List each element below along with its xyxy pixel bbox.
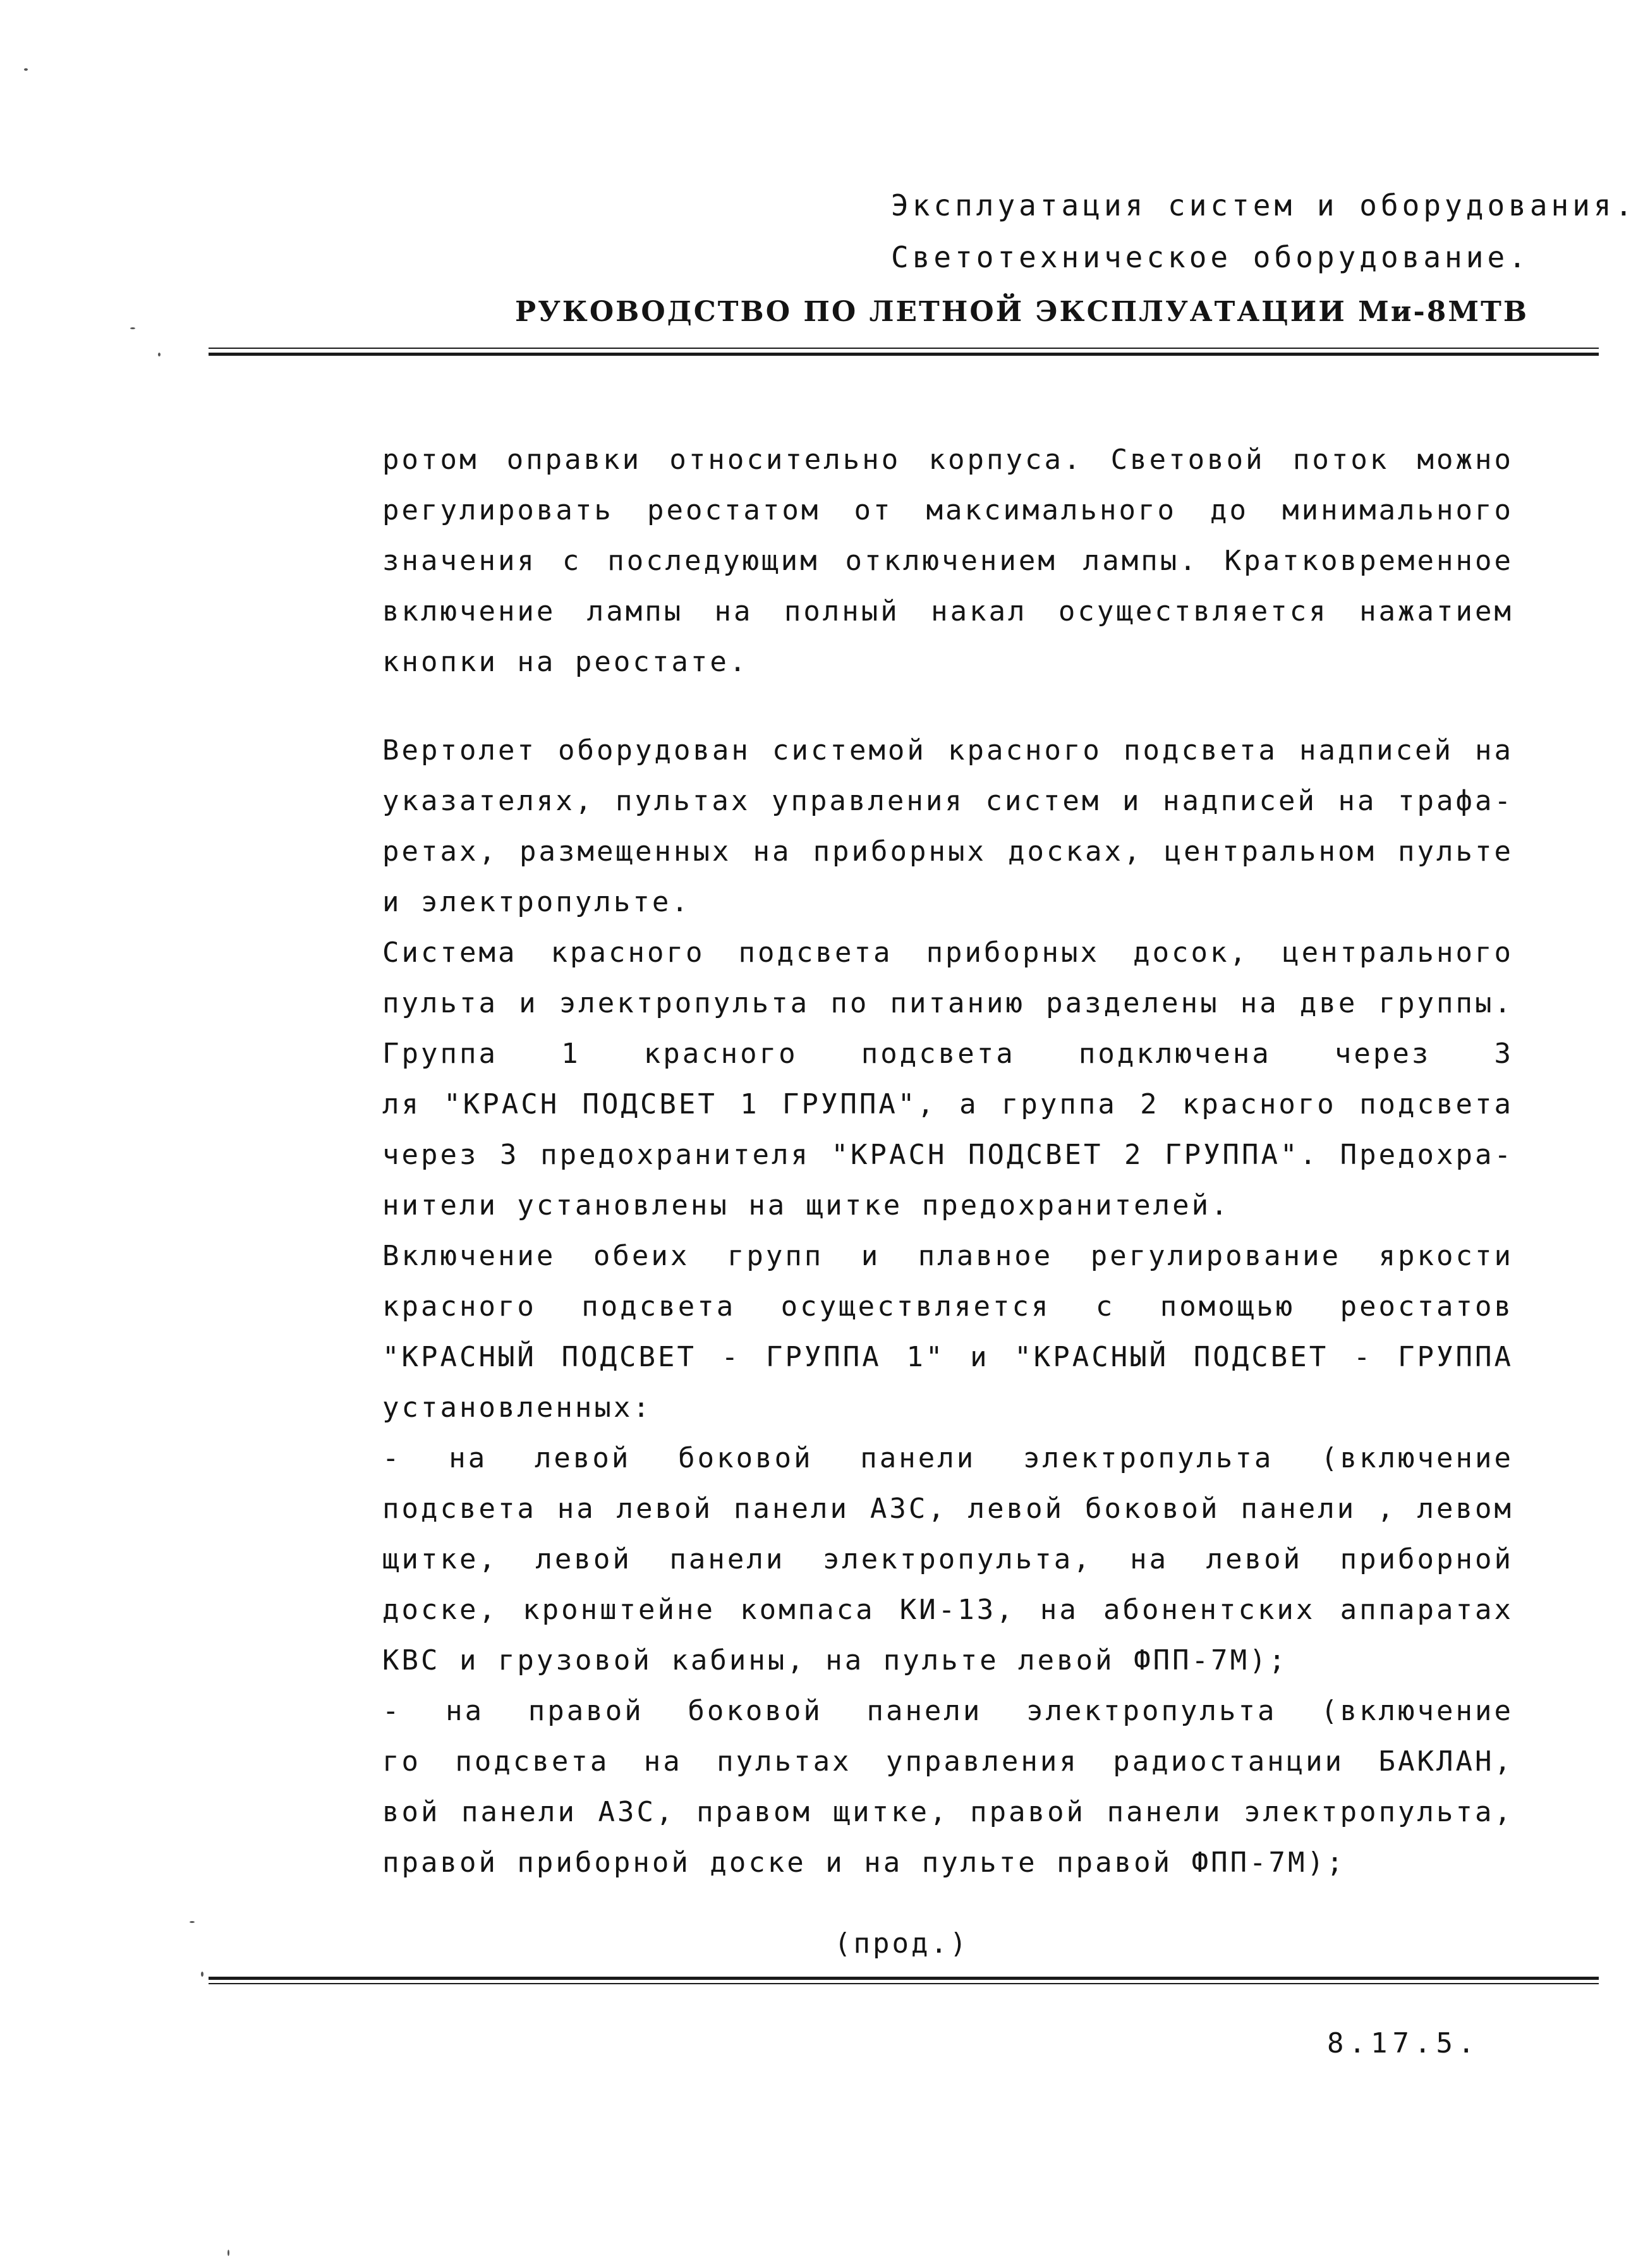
paragraph-power-groups bbox=[382, 928, 1513, 1231]
text-line: указателях, пультах управления систем и надписей на трафа- bbox=[382, 785, 1513, 817]
text-line: красного подсвета осуществляется с помощью реостатов bbox=[382, 1290, 1513, 1323]
text-line: - на левой боковой панели электропульта (включение bbox=[382, 1442, 1513, 1474]
header-subsection-title: Светотехническое оборудование. bbox=[891, 240, 1530, 274]
text-line: Включение обеих групп и плавное регулирование яркости bbox=[382, 1240, 1513, 1272]
scan-speck bbox=[190, 1921, 195, 1923]
text-line: ля "КРАСН ПОДСВЕТ 1 ГРУППА", а группа 2 красного подсвета bbox=[382, 1088, 1513, 1120]
text-line: Система красного подсвета приборных досок, центрального bbox=[382, 937, 1513, 969]
scan-speck bbox=[24, 68, 28, 71]
list-item-left-panel bbox=[382, 1433, 1513, 1686]
body-text bbox=[382, 435, 1513, 1888]
text-line: щитке, левой панели электропульта, на левой приборной bbox=[382, 1543, 1513, 1575]
text-line: Группа 1 красного подсвета подключена через 3 bbox=[382, 1038, 1513, 1070]
text-line: ротом оправки относительно корпуса. Световой поток можно bbox=[382, 444, 1513, 476]
text-line: го подсвета на пультах управления радиостанции БАКЛАН, bbox=[382, 1745, 1513, 1778]
text-line: доске, кронштейне компаса КИ-13, на абонентских аппаратах bbox=[382, 1594, 1513, 1626]
text-line: вой панели АЗС, правом щитке, правой панели электропульта, bbox=[382, 1796, 1513, 1828]
list-item-right-panel bbox=[382, 1686, 1513, 1888]
page-number: 8.17.5. bbox=[1327, 2027, 1480, 2059]
text-line: КВС и грузовой кабины, на пульте левой ФПП-7М); bbox=[382, 1644, 1288, 1677]
text-line: пульта и электропульта по питанию разделены на две группы. bbox=[382, 987, 1513, 1019]
text-line: подсвета на левой панели АЗС, левой боковой панели , левом bbox=[382, 1493, 1513, 1525]
text-line: включение лампы на полный накал осуществляется нажатием bbox=[382, 595, 1513, 628]
text-line: нители установлены на щитке предохранителей. bbox=[382, 1189, 1230, 1222]
paragraph-rheostats bbox=[382, 1231, 1513, 1433]
scan-speck bbox=[158, 353, 161, 356]
manual-title: РУКОВОДСТВО ПО ЛЕТНОЙ ЭКСПЛУАТАЦИИ Ми-8МТВ bbox=[515, 296, 1529, 328]
scan-speck bbox=[227, 2250, 229, 2256]
paragraph-red-backlight-system bbox=[382, 725, 1513, 928]
paragraph-lamp-regulation bbox=[382, 435, 1513, 688]
scan-speck bbox=[201, 1972, 203, 1977]
text-line: ретах, размещенных на приборных досках, центральном пульте bbox=[382, 835, 1513, 868]
scan-speck bbox=[130, 327, 135, 329]
header-section-title: Эксплуатация систем и оборудования. bbox=[891, 188, 1637, 222]
text-line: значения с последующим отключением лампы. Кратковременное bbox=[382, 545, 1513, 577]
text-line: - на правой боковой панели электропульта (включение bbox=[382, 1695, 1513, 1727]
text-line: установленных: bbox=[382, 1392, 652, 1424]
text-line: Вертолет оборудован системой красного подсвета надписей на bbox=[382, 734, 1513, 767]
text-line: правой приборной доске и на пульте правой ФПП-7М); bbox=[382, 1847, 1346, 1879]
continued-note: (прод.) bbox=[834, 1927, 969, 1960]
text-line: и электропульте. bbox=[382, 886, 691, 918]
text-line: регулировать реостатом от максимального до минимального bbox=[382, 494, 1513, 526]
text-line: через 3 предохранителя "КРАСН ПОДСВЕТ 2 ГРУППА". Предохра- bbox=[382, 1139, 1513, 1171]
text-line: кнопки на реостате. bbox=[382, 646, 749, 678]
text-line: "КРАСНЫЙ ПОДСВЕТ - ГРУППА 1" и "КРАСНЫЙ ПОДСВЕТ - ГРУППА bbox=[382, 1341, 1513, 1373]
